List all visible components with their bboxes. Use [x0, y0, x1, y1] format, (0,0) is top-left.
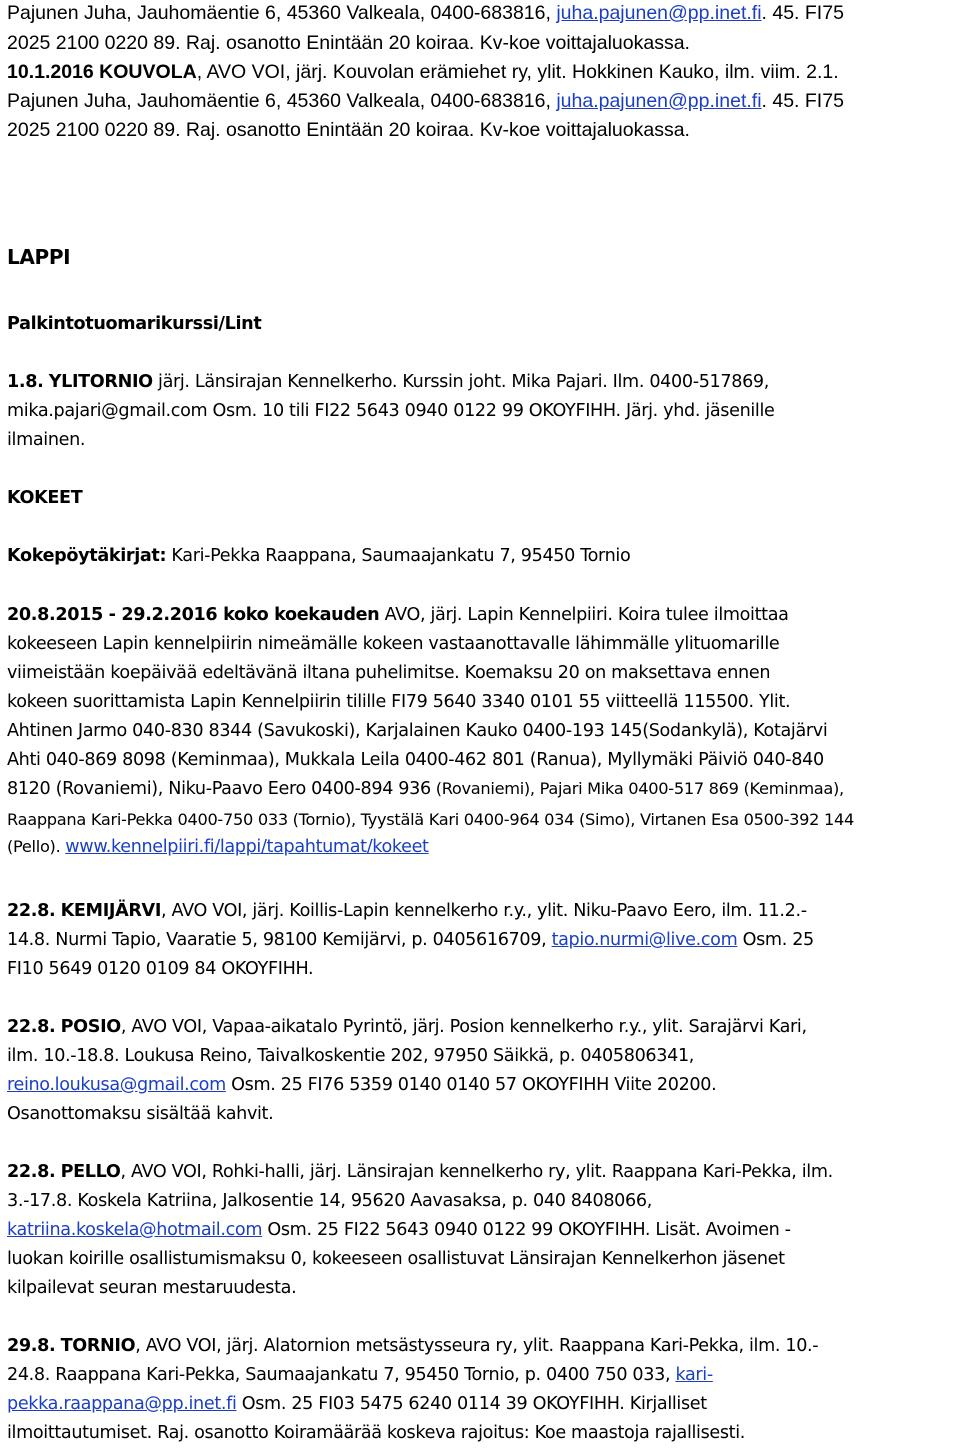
intro-line-1: [7, 4, 844, 24]
season-line-6: Ahti 040-869 8098 (Keminmaa), Mukkala Leila 0400-462 801 (Ranua), Myllymäki Päiviö 040-840: [7, 750, 824, 770]
text-span: AVO, järj. Lapin Kennelpiiri. Koira tulee ilmoittaa: [379, 605, 789, 625]
tests-heading: KOKEET: [7, 488, 83, 508]
pello-line-1: [7, 1164, 833, 1182]
posio-line-4: Osanottomaksu sisältää kahvit.: [7, 1104, 274, 1124]
tornio-line-3: [7, 1396, 707, 1414]
text-span: 24.8. Raappana Kari-Pekka, Saumaajankatu 7, 95450 Tornio, p. 0400 750 033,: [7, 1365, 676, 1385]
text-span: Osm. 25 FI76 5359 0140 0140 57 OKOYFIHH Viite 20200.: [225, 1075, 717, 1095]
text-span: 14.8. Nurmi Tapio, Vaaratie 5, 98100 Kemijärvi, p. 0405616709,: [7, 930, 552, 950]
event-place: YLITORNIO: [48, 372, 153, 392]
kemijarvi-line-1: [7, 903, 807, 921]
course-heading: Palkintotuomarikurssi/Lint: [7, 314, 262, 334]
intro-line-2: 2025 2100 0220 89. Raj. osanotto Enintään 20 koiraa. Kv-koe voittajaluokassa.: [7, 32, 690, 54]
event-date: 29.8.: [7, 1336, 56, 1356]
website-link[interactable]: www.kennelpiiri.fi/lappi/tapahtumat/kokeet: [65, 837, 429, 857]
event-date: 1.8.: [7, 372, 44, 392]
event-date: 10.1.2016: [7, 61, 94, 83]
season-line-4: kokeen suorittamista Lapin Kennelpiirin tilille FI79 5640 3340 0101 55 viitteellä 115500. Ylit.: [7, 692, 791, 712]
pello-line-5: kilpailevat seuran mestaruudesta.: [7, 1278, 297, 1298]
email-link[interactable]: katriina.koskela@hotmail.com: [7, 1220, 263, 1240]
text-span: . 45. FI75: [761, 2, 844, 24]
kemijarvi-line-3: FI10 5649 0120 0109 84 OKOYFIHH.: [7, 959, 314, 979]
event-date: 22.8.: [7, 1162, 56, 1182]
course-line-2: mika.pajari@gmail.com Osm. 10 tili FI22 5643 0940 0122 99 OKOYFIHH. Järj. yhd. jäsenille: [7, 401, 775, 421]
kouvola-line-1: [7, 63, 839, 83]
records-line: [7, 548, 630, 566]
posio-line-3: [7, 1077, 716, 1095]
event-place: KOUVOLA: [93, 61, 197, 83]
course-line-1: [7, 374, 769, 392]
records-label: Kokepöytäkirjat:: [7, 546, 167, 566]
text-span: Kari-Pekka Raappana, Saumaajankatu 7, 95450 Tornio: [166, 546, 631, 566]
posio-line-2: ilm. 10.-18.8. Loukusa Reino, Taivalkoskentie 202, 97950 Säikkä, p. 0405806341,: [7, 1046, 695, 1066]
season-line-3: viimeistään koepäivää edeltävänä iltana puhelimitse. Koemaksu 20 on maksettava ennen: [7, 663, 771, 683]
text-span: , AVO VOI, järj. Koillis-Lapin kennelkerho r.y., ylit. Niku-Paavo Eero, ilm. 11.2.-: [161, 901, 807, 921]
season-line-1: [7, 607, 789, 625]
text-span: Pajunen Juha, Jauhomäentie 6, 45360 Valkeala, 0400-683816,: [7, 90, 557, 112]
email-link[interactable]: juha.pajunen@pp.inet.fi: [556, 2, 762, 24]
season-line-5: Ahtinen Jarmo 040-830 8344 (Savukoski), Karjalainen Kauko 0400-193 145(Sodankylä), Kotajärvi: [7, 721, 828, 741]
text-span: , AVO VOI, järj. Kouvolan erämiehet ry, ylit. Hokkinen Kauko, ilm. viim. 2.1.: [196, 61, 839, 83]
event-date: 22.8.: [7, 1017, 56, 1037]
email-link[interactable]: tapio.nurmi@live.com: [551, 930, 738, 950]
season-line-9: [7, 839, 429, 857]
kemijarvi-line-2: [7, 932, 814, 950]
tornio-line-4: ilmoittautumiset. Raj. osanotto Koiramäärää koskeva rajoitus: Koe maastoja rajallisesti.: [7, 1423, 746, 1443]
pello-line-4: luokan koirille osallistumismaksu 0, kokeeseen osallistuvat Länsirajan Kennelkerhon jäsenet: [7, 1249, 785, 1269]
email-link[interactable]: kari-: [675, 1365, 713, 1385]
kouvola-line-2: [7, 92, 844, 112]
text-span: Osm. 25 FI22 5643 0940 0122 99 OKOYFIHH. Lisät. Avoimen -: [262, 1220, 791, 1240]
text-span: , AVO VOI, Vapaa-aikatalo Pyrintö, järj. Posion kennelkerho r.y., ylit. Sarajärvi Kari,: [120, 1017, 807, 1037]
course-line-3: ilmainen.: [7, 430, 86, 450]
email-link[interactable]: reino.loukusa@gmail.com: [7, 1075, 226, 1095]
tornio-line-2: [7, 1367, 713, 1385]
region-heading: LAPPI: [7, 245, 71, 269]
event-place: TORNIO: [60, 1336, 136, 1356]
text-span: Pajunen Juha, Jauhomäentie 6, 45360 Valkeala, 0400-683816,: [7, 2, 557, 24]
text-span: (Pello).: [7, 837, 66, 856]
text-span: , AVO VOI, Rohki-halli, järj. Länsirajan kennelkerho ry, ylit. Raappana Kari-Pekka, ilm.: [120, 1162, 833, 1182]
email-link[interactable]: pekka.raappana@pp.inet.fi: [7, 1394, 237, 1414]
event-date: 20.8.2015 - 29.2.2016 koko koekauden: [7, 605, 380, 625]
pello-line-2: 3.-17.8. Koskela Katriina, Jalkosentie 14, 95620 Aavasaksa, p. 040 8408066,: [7, 1191, 652, 1211]
event-date: 22.8.: [7, 901, 56, 921]
season-line-2: kokeeseen Lapin kennelpiirin nimeämälle kokeen vastaanottavalle lähimmälle ylituomarille: [7, 634, 780, 654]
pello-line-3: [7, 1222, 791, 1240]
posio-line-1: [7, 1019, 807, 1037]
text-span: , AVO VOI, järj. Alatornion metsästysseura ry, ylit. Raappana Kari-Pekka, ilm. 10.-: [135, 1336, 819, 1356]
event-place: POSIO: [60, 1017, 121, 1037]
kouvola-line-3: 2025 2100 0220 89. Raj. osanotto Enintään 20 koiraa. Kv-koe voittajaluokassa.: [7, 119, 690, 141]
text-span: Osm. 25 FI03 5475 6240 0114 39 OKOYFIHH. Kirjalliset: [236, 1394, 707, 1414]
text-span: (Rovaniemi), Pajari Mika 0400-517 869 (Keminmaa),: [430, 779, 844, 798]
text-span: 8120 (Rovaniemi), Niku-Paavo Eero 0400-894 936: [7, 779, 431, 799]
event-place: KEMIJÄRVI: [60, 901, 162, 921]
season-line-7: [7, 781, 844, 799]
season-line-8: Raappana Kari-Pekka 0400-750 033 (Tornio), Tyystälä Kari 0400-964 034 (Simo), Virtanen Esa 0500-392 144: [7, 810, 854, 829]
tornio-line-1: [7, 1338, 818, 1356]
email-link[interactable]: juha.pajunen@pp.inet.fi: [556, 90, 762, 112]
text-span: järj. Länsirajan Kennelkerho. Kurssin joht. Mika Pajari. Ilm. 0400-517869,: [152, 372, 770, 392]
text-span: Osm. 25: [737, 930, 814, 950]
text-span: . 45. FI75: [761, 90, 844, 112]
event-place: PELLO: [60, 1162, 121, 1182]
